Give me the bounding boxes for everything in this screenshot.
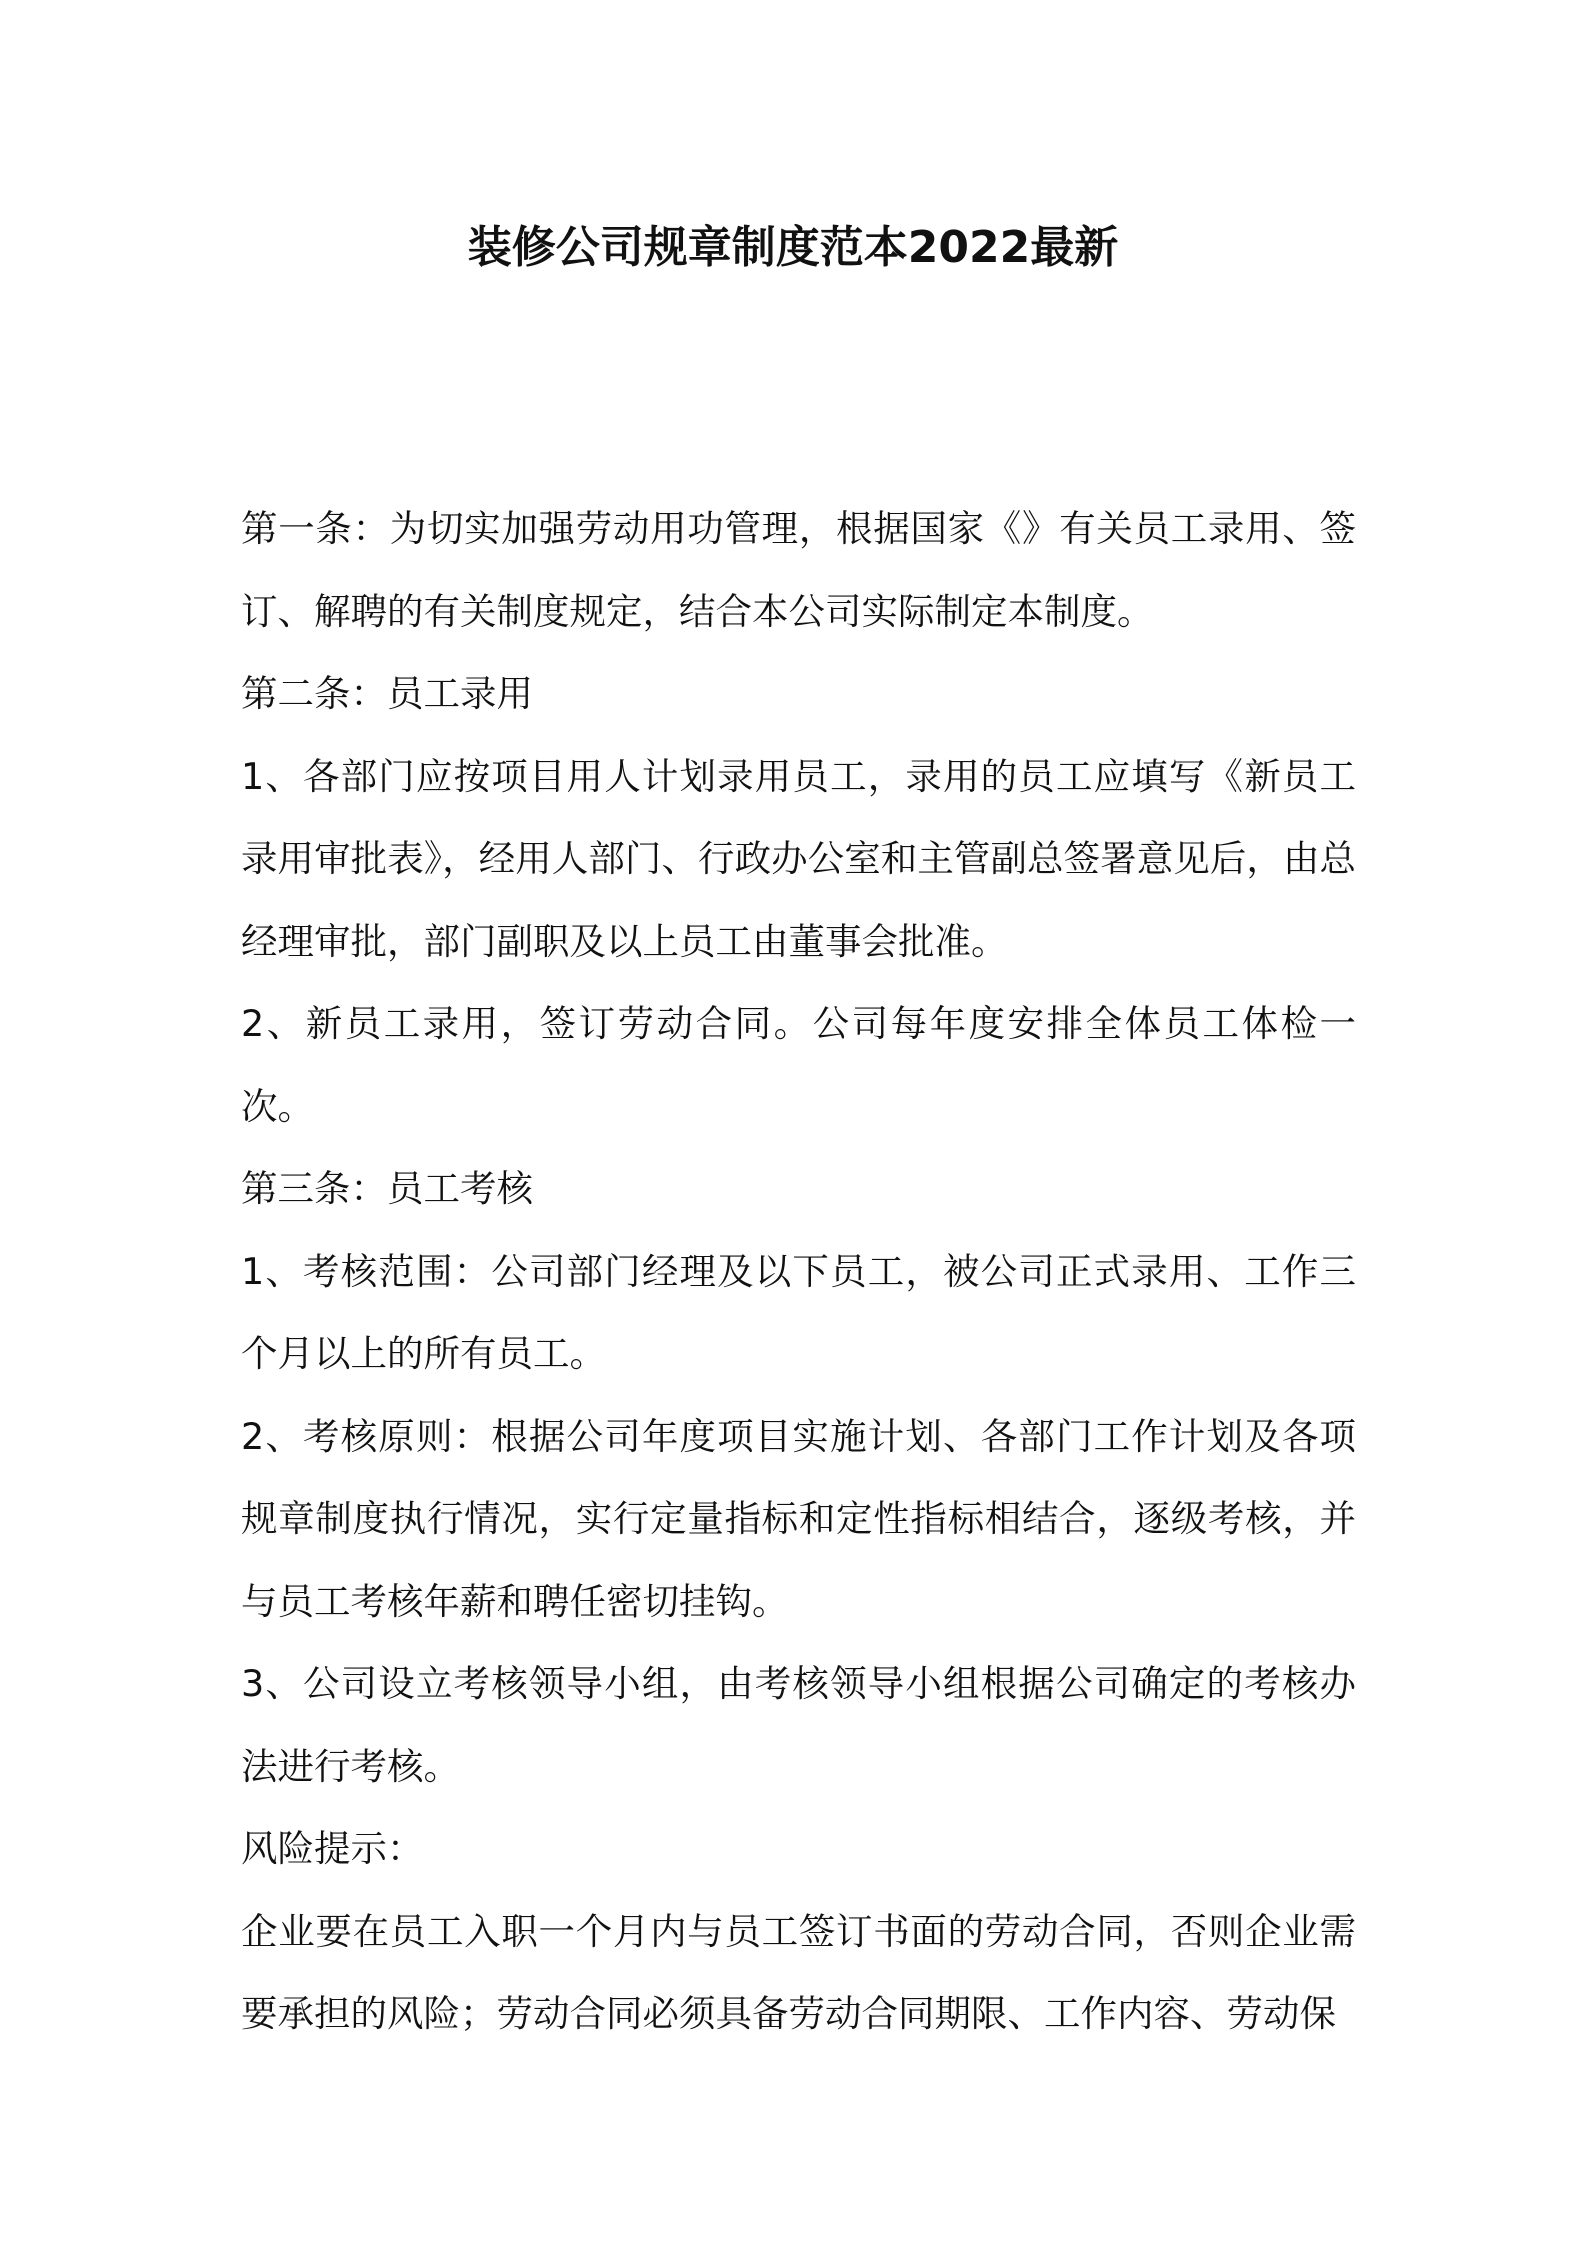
paragraph-article-3-item-1: 1、考核范围：公司部门经理及以下员工，被公司正式录用、工作三个月以上的所有员工。 <box>241 1249 1356 1375</box>
heading-article-3: 第三条：员工考核 <box>241 1167 533 1210</box>
document-title: 装修公司规章制度范本2022最新 <box>467 222 1119 273</box>
document-body <box>241 488 1356 2056</box>
heading-article-2: 第二条：员工录用 <box>241 672 533 715</box>
paragraph-article-1: 第一条：为切实加强劳动用功管理，根据国家《》有关员工录用、签订、解聘的有关制度规定，结合本公司实际制定本制度。 <box>241 507 1356 633</box>
paragraph-article-2-item-1: 1、各部门应按项目用人计划录用员工，录用的员工应填写《新员工录用审批表》，经用人部门、行政办公室和主管副总签署意见后，由总经理审批，部门副职及以上员工由董事会批准。 <box>241 754 1356 963</box>
paragraph-risk-tip: 企业要在员工入职一个月内与员工签订书面的劳动合同，否则企业需要承担的风险；劳动合同必须具备劳动合同期限、工作内容、劳动保 <box>241 1909 1356 2035</box>
paragraph-article-3-item-3: 3、公司设立考核领导小组，由考核领导小组根据公司确定的考核办法进行考核。 <box>241 1662 1356 1788</box>
paragraph-article-2-item-2: 2、新员工录用，签订劳动合同。公司每年度安排全体员工体检一次。 <box>241 1002 1356 1128</box>
paragraph-article-3-item-2: 2、考核原则：根据公司年度项目实施计划、各部门工作计划及各项规章制度执行情况，实行定量指标和定性指标相结合，逐级考核，并与员工考核年薪和聘任密切挂钩。 <box>241 1414 1356 1623</box>
heading-risk-tip: 风险提示： <box>241 1827 424 1870</box>
